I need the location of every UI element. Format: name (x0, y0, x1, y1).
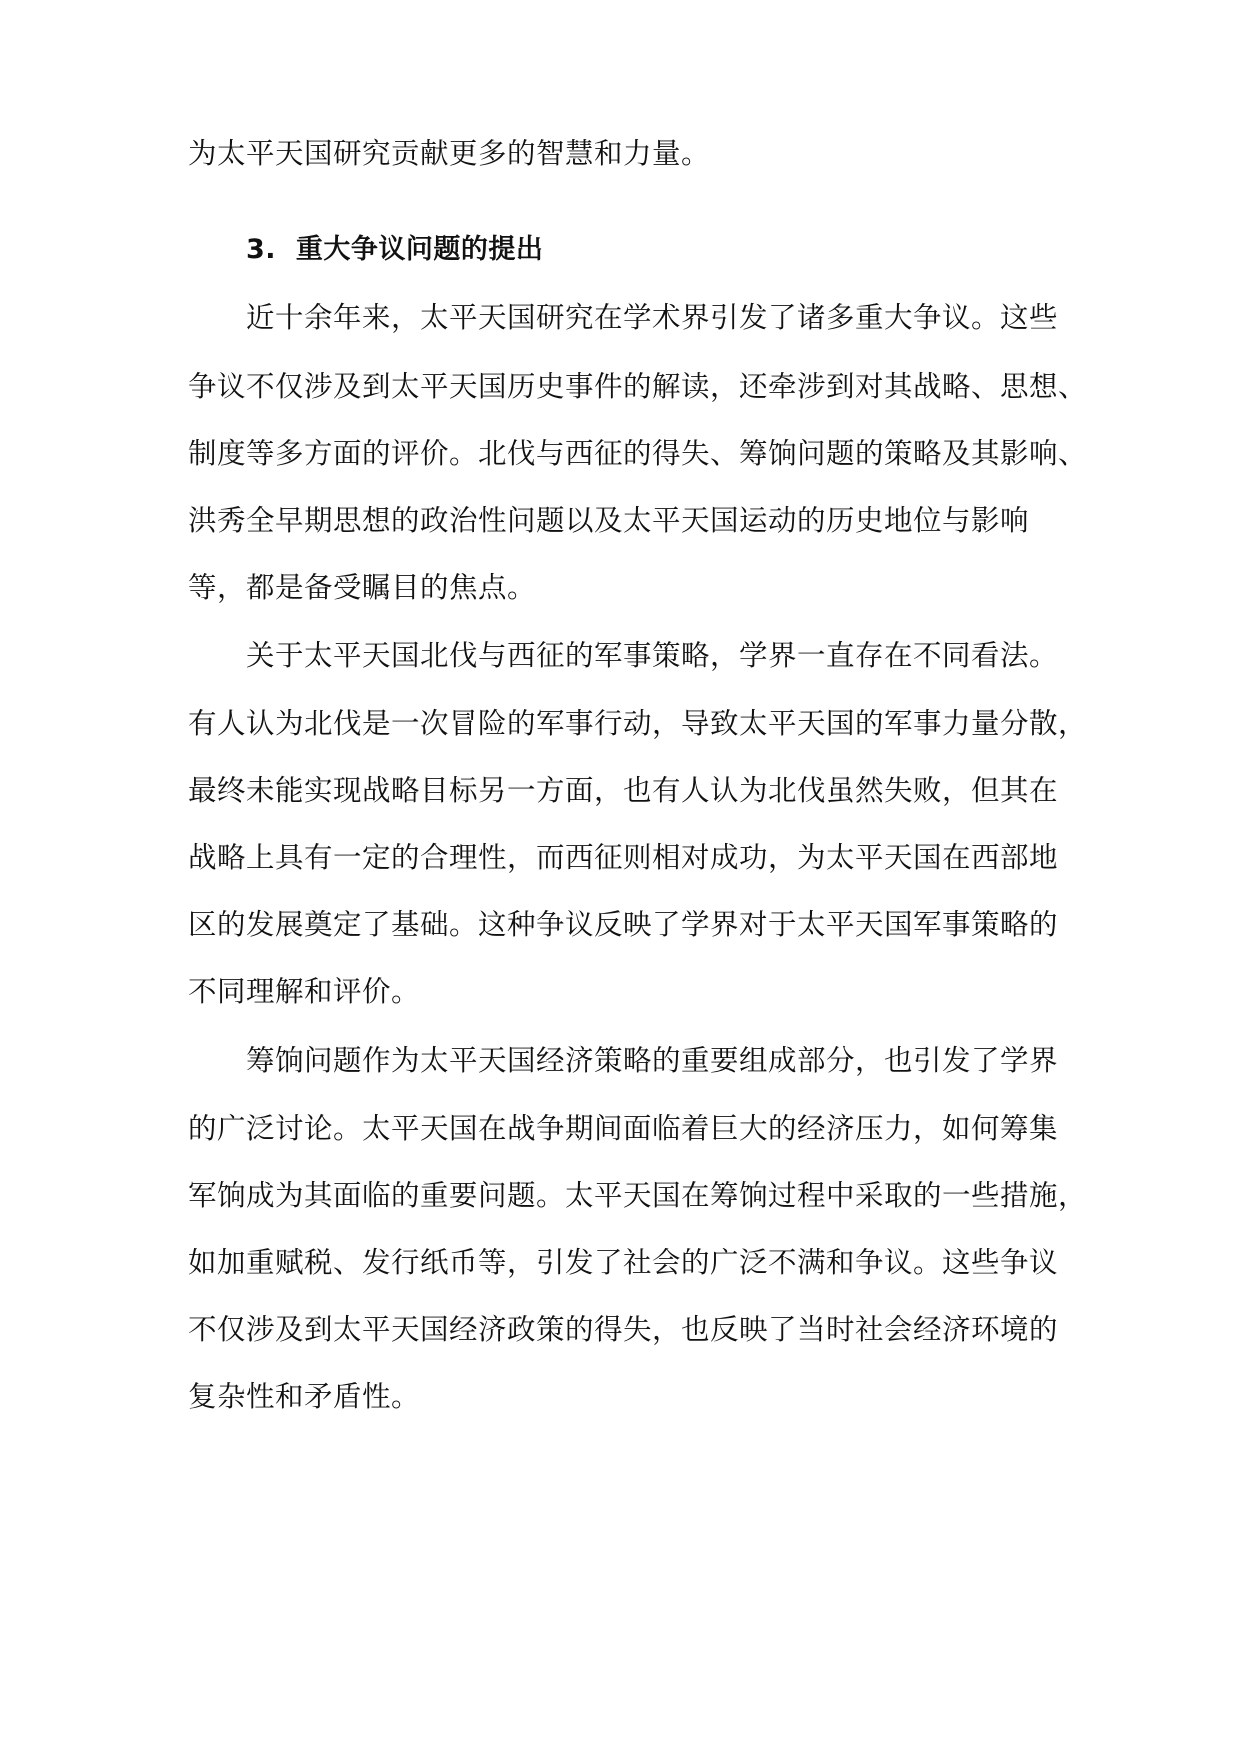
paragraph-3-line-5: 不仅涉及到太平天国经济政策的得失，也反映了当时社会经济环境的 (188, 1313, 1059, 1346)
paragraph-2-line-6: 不同理解和评价。 (188, 975, 421, 1008)
paragraph-3-line-4: 如加重赋税、发行纸币等，引发了社会的广泛不满和争议。这些争议 (188, 1246, 1059, 1279)
paragraph-2-line-5: 区的发展奠定了基础。这种争议反映了学界对于太平天国军事策略的 (188, 908, 1059, 941)
paragraph-3-line-3: 军饷成为其面临的重要问题。太平天国在筹饷过程中采取的一些措施， (188, 1179, 1088, 1212)
paragraph-1-line-4: 洪秀全早期思想的政治性问题以及太平天国运动的历史地位与影响 (188, 504, 1030, 537)
paragraph-2-line-2: 有人认为北伐是一次冒险的军事行动，导致太平天国的军事力量分散， (188, 707, 1088, 740)
section-heading (246, 236, 543, 263)
section-title: 重大争议问题的提出 (295, 234, 544, 265)
paragraph-2-line-3: 最终未能实现战略目标另一方面，也有人认为北伐虽然失败，但其在 (188, 774, 1059, 807)
paragraph-1-line-5: 等，都是备受瞩目的焦点。 (188, 571, 537, 604)
paragraph-1-line-1: 近十余年来，太平天国研究在学术界引发了诸多重大争议。这些 (246, 301, 1059, 334)
paragraph-1-line-3: 制度等多方面的评价。北伐与西征的得失、筹饷问题的策略及其影响、 (188, 437, 1088, 470)
paragraph-3-line-1: 筹饷问题作为太平天国经济策略的重要组成部分，也引发了学界 (246, 1044, 1059, 1077)
paragraph-1-line-2: 争议不仅涉及到太平天国历史事件的解读，还牵涉到对其战略、思想、 (188, 370, 1088, 403)
paragraph-3-line-2: 的广泛讨论。太平天国在战争期间面临着巨大的经济压力，如何筹集 (188, 1112, 1059, 1145)
paragraph-2-line-1: 关于太平天国北伐与西征的军事策略，学界一直存在不同看法。 (246, 639, 1059, 672)
paragraph-2-line-4: 战略上具有一定的合理性，而西征则相对成功，为太平天国在西部地 (188, 841, 1059, 874)
section-number: 3. (246, 234, 277, 265)
carryover-line: 为太平天国研究贡献更多的智慧和力量。 (188, 137, 711, 170)
paragraph-3-line-6: 复杂性和矛盾性。 (188, 1380, 421, 1413)
